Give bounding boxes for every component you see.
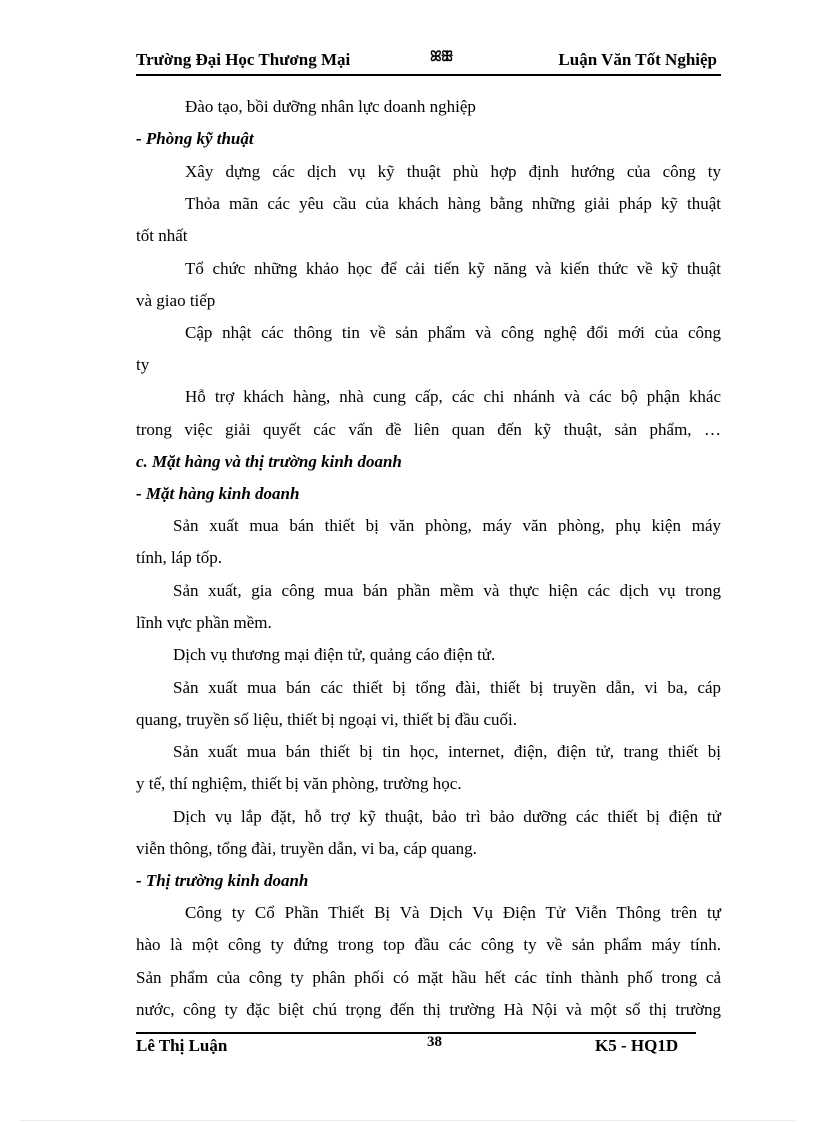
body-line: viễn thông, tổng đài, truyền dẫn, vi ba, cáp quang. — [136, 839, 477, 858]
body-line: và giao tiếp — [136, 291, 216, 310]
body-line: Sản xuất mua bán thiết bị văn phòng, máy văn phòng, phụ kiện máy — [173, 516, 721, 535]
body-line: hào là một công ty đứng trong top đầu các công ty về sản phẩm máy tính. — [136, 935, 721, 954]
body-line: Sản xuất, gia công mua bán phần mềm và thực hiện các dịch vụ trong — [173, 581, 721, 600]
body-line: Sản phẩm của công ty phân phối có mặt hầu hết các tỉnh thành phố trong cả — [136, 968, 721, 987]
body-line: quang, truyền số liệu, thiết bị ngoại vi, thiết bị đầu cuối. — [136, 710, 518, 729]
header-title: Luận Văn Tốt Nghiệp — [558, 50, 717, 69]
body-line: Dịch vụ lắp đặt, hỗ trợ kỹ thuật, bảo trì bảo dưỡng các thiết bị điện tử — [173, 807, 721, 826]
section-heading: - Mặt hàng kinh doanh — [136, 484, 300, 503]
body-line: Tổ chức những khảo học để cải tiến kỹ năng và kiến thức về kỹ thuật — [185, 259, 721, 278]
body-line: Thỏa mãn các yêu cầu của khách hàng bằng những giải pháp kỹ thuật — [185, 194, 721, 213]
section-heading: - Thị trường kinh doanh — [136, 871, 309, 890]
footer-class: K5 - HQ1D — [595, 1036, 679, 1055]
body-line: Xây dựng các dịch vụ kỹ thuật phù hợp định hướng của công ty — [185, 162, 721, 181]
body-line: Hỗ trợ khách hàng, nhà cung cấp, các chi nhánh và các bộ phận khác — [185, 387, 721, 406]
body-line: nước, công ty đặc biệt chú trọng đến thị trường Hà Nội và một số thị trường — [136, 1000, 721, 1019]
section-heading: c. Mặt hàng và thị trường kinh doanh — [136, 452, 402, 471]
body-line: Đào tạo, bồi dưỡng nhân lực doanh nghiệp — [185, 97, 476, 116]
body-line: lĩnh vực phần mềm. — [136, 613, 272, 632]
body-line: Dịch vụ thương mại điện tử, quảng cáo điện tử. — [173, 645, 496, 664]
body-line: Sản xuất mua bán thiết bị tin học, internet, điện, điện tử, trang thiết bị — [173, 742, 721, 761]
body-line: Cập nhật các thông tin về sản phẩm và công nghệ đổi mới của công — [185, 323, 721, 342]
page-edge-divider — [20, 1120, 796, 1121]
page-header — [136, 46, 721, 76]
page-number: 38 — [427, 1034, 442, 1050]
header-ornament-icon: ꕤꕥ — [430, 50, 453, 65]
body-line: tốt nhất — [136, 226, 188, 245]
body-line: Công ty Cổ Phần Thiết Bị Và Dịch Vụ Điện Tử Viễn Thông trên tự — [185, 903, 721, 922]
footer-divider — [136, 1032, 696, 1034]
body-line: trong việc giải quyết các vấn đề liên quan đến kỹ thuật, sản phẩm, … — [136, 420, 721, 439]
body-line: y tế, thí nghiệm, thiết bị văn phòng, trường học. — [136, 774, 462, 793]
body-line: Sản xuất mua bán các thiết bị tổng đài, thiết bị truyền dẫn, vi ba, cáp — [173, 678, 721, 697]
body-line: tính, láp tốp. — [136, 548, 222, 567]
body-line: ty — [136, 355, 150, 374]
section-heading: - Phòng kỹ thuật — [136, 129, 254, 148]
header-school: Trường Đại Học Thương Mại — [136, 50, 351, 69]
footer-author: Lê Thị Luận — [136, 1036, 228, 1055]
